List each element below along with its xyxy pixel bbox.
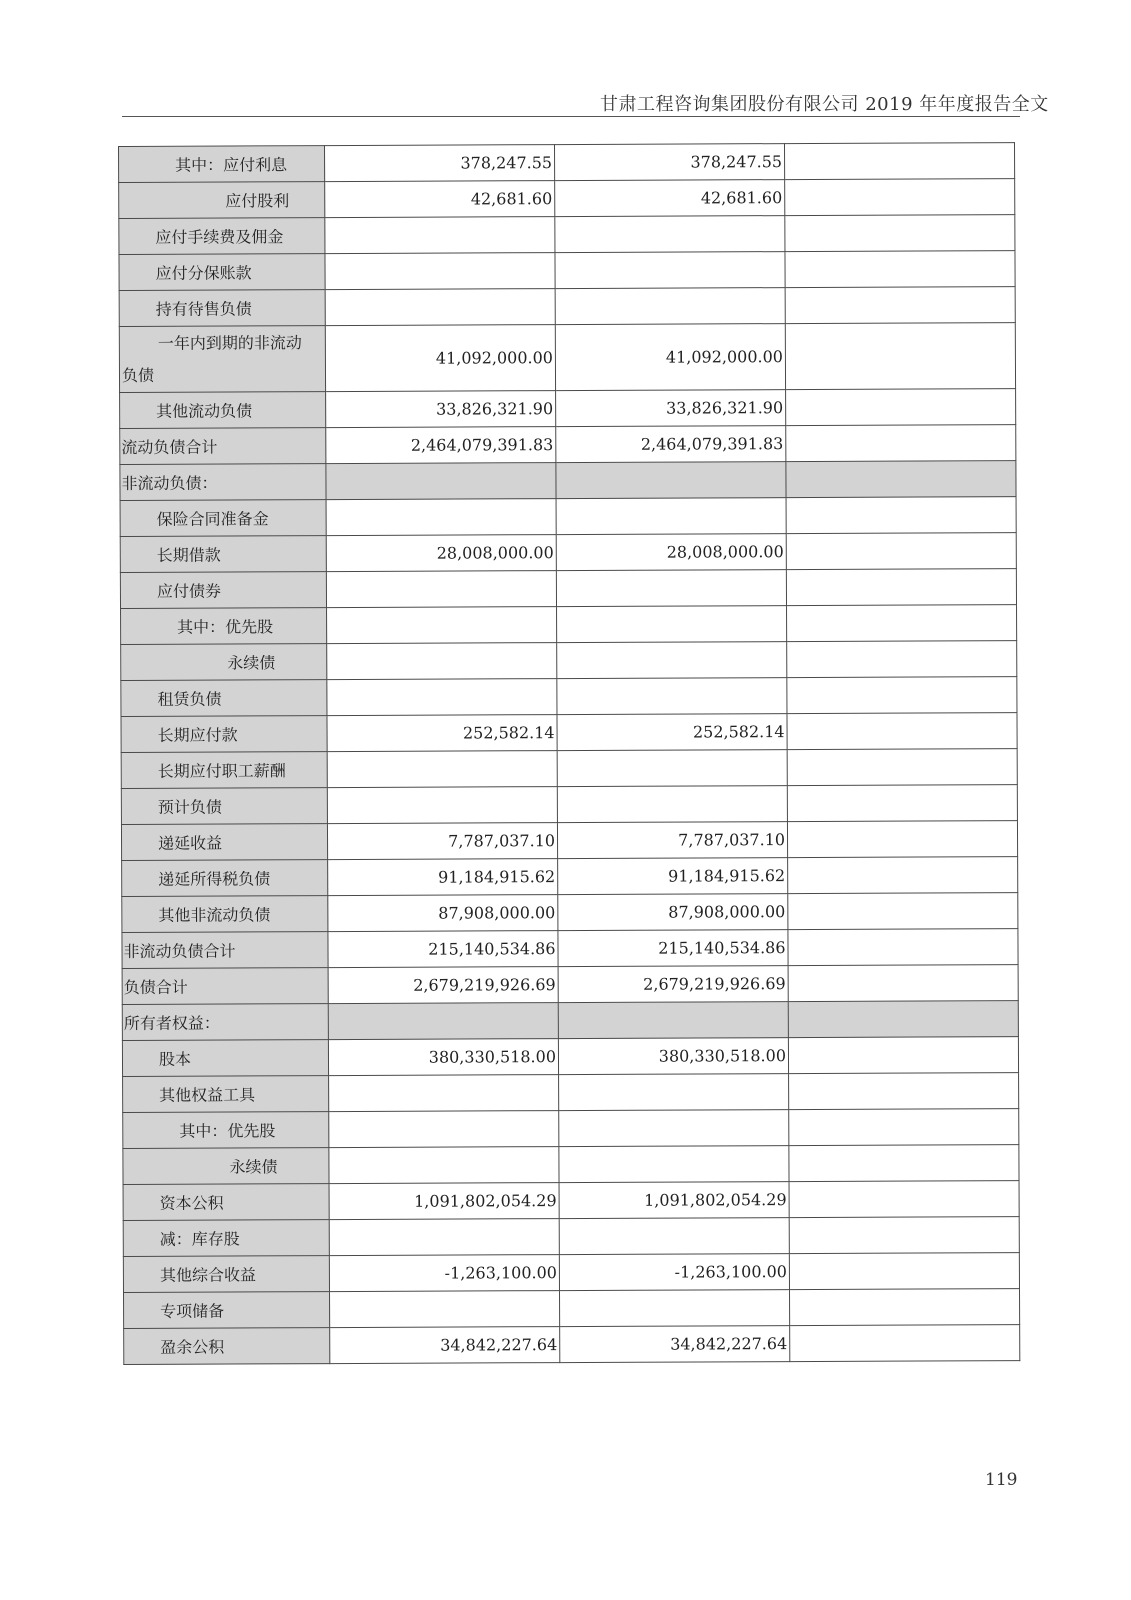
table-row	[124, 1289, 1020, 1329]
value-closing-balance: -1,263,100.00	[329, 1255, 559, 1292]
value-closing-balance: 215,140,534.86	[328, 931, 558, 968]
table-row	[120, 497, 1016, 537]
value-closing-balance	[328, 1003, 558, 1040]
value-closing-balance: 34,842,227.64	[330, 1327, 560, 1364]
value-adjusted-balance: 252,582.14	[557, 714, 787, 751]
table-row	[120, 425, 1016, 465]
table-row	[120, 389, 1016, 429]
value-adjusted-balance: 215,140,534.86	[558, 930, 788, 967]
table-row	[121, 821, 1017, 861]
value-adjusted-balance	[559, 1110, 789, 1147]
value-closing-balance: 28,008,000.00	[326, 535, 556, 572]
row-label: 永续债	[121, 644, 327, 681]
value-adjusted-balance: 380,330,518.00	[558, 1038, 788, 1075]
value-adjusted-balance	[557, 750, 787, 787]
table-row	[123, 1109, 1019, 1149]
value-adjustment	[789, 1181, 1019, 1218]
row-label: 股本	[122, 1040, 328, 1077]
value-closing-balance: 42,681.60	[325, 181, 555, 218]
value-adjusted-balance	[557, 606, 787, 643]
row-label: 其中：优先股	[121, 608, 327, 645]
value-closing-balance	[327, 751, 557, 788]
value-adjusted-balance	[557, 642, 787, 679]
row-label: 应付分保账款	[119, 254, 325, 291]
row-label: 其他综合收益	[123, 1256, 329, 1293]
value-adjusted-balance	[559, 1146, 789, 1183]
row-label: 保险合同准备金	[120, 500, 326, 537]
value-adjusted-balance: 34,842,227.64	[560, 1326, 790, 1363]
value-adjusted-balance: 2,679,219,926.69	[558, 966, 788, 1003]
value-closing-balance	[325, 289, 555, 326]
table-row	[119, 179, 1015, 219]
value-closing-balance	[327, 679, 557, 716]
value-adjustment	[787, 785, 1017, 822]
value-closing-balance: 7,787,037.10	[327, 823, 557, 860]
value-closing-balance: 87,908,000.00	[328, 895, 558, 932]
row-label: 预计负债	[121, 788, 327, 825]
table-row	[119, 251, 1015, 291]
value-closing-balance	[326, 499, 556, 536]
value-adjusted-balance	[556, 570, 786, 607]
value-closing-balance	[330, 1291, 560, 1328]
value-adjusted-balance	[556, 498, 786, 535]
row-label	[119, 326, 325, 393]
value-closing-balance	[326, 463, 556, 500]
value-adjustment	[787, 605, 1017, 642]
value-adjustment	[785, 323, 1015, 390]
row-label: 非流动负债合计	[122, 932, 328, 969]
row-label: 专项储备	[124, 1292, 330, 1329]
row-label: 长期应付职工薪酬	[121, 752, 327, 789]
value-closing-balance	[325, 217, 555, 254]
value-adjustment	[789, 1253, 1019, 1290]
row-label-line2: 负债	[121, 365, 155, 385]
value-closing-balance	[329, 1219, 559, 1256]
row-label: 应付股利	[119, 182, 325, 219]
value-adjusted-balance: 42,681.60	[555, 180, 785, 217]
value-closing-balance: 378,247.55	[325, 145, 555, 182]
value-adjustment	[786, 461, 1016, 498]
table-row	[122, 929, 1018, 969]
row-label: 永续债	[123, 1148, 329, 1185]
value-adjustment	[789, 1109, 1019, 1146]
row-label: 递延所得税负债	[122, 860, 328, 897]
value-adjusted-balance: 28,008,000.00	[556, 534, 786, 571]
value-adjusted-balance: 378,247.55	[554, 144, 784, 181]
value-adjusted-balance	[555, 252, 785, 289]
value-adjustment	[789, 1289, 1019, 1326]
balance-sheet-body	[119, 143, 1020, 1365]
value-closing-balance	[327, 787, 557, 824]
row-label: 应付债券	[120, 572, 326, 609]
row-label: 负债合计	[122, 968, 328, 1005]
row-label-line1: 一年内到期的非流动	[157, 332, 302, 353]
value-adjusted-balance: 87,908,000.00	[558, 894, 788, 931]
row-label: 应付手续费及佣金	[119, 218, 325, 255]
value-adjusted-balance	[559, 1290, 789, 1327]
value-adjusted-balance	[555, 288, 785, 325]
value-closing-balance: 2,464,079,391.83	[326, 427, 556, 464]
value-adjustment	[788, 1001, 1018, 1038]
table-row	[121, 677, 1017, 717]
row-label: 长期借款	[120, 536, 326, 573]
value-adjustment	[785, 251, 1015, 288]
row-label: 递延收益	[121, 824, 327, 861]
value-adjusted-balance	[557, 678, 787, 715]
value-closing-balance	[327, 607, 557, 644]
row-label: 盈余公积	[124, 1328, 330, 1365]
row-label: 其他流动负债	[120, 392, 326, 429]
table-row	[121, 641, 1017, 681]
value-adjusted-balance: 7,787,037.10	[557, 822, 787, 859]
value-adjustment	[789, 1073, 1019, 1110]
table-row	[119, 287, 1015, 327]
value-closing-balance: 1,091,802,054.29	[329, 1183, 559, 1220]
table-row	[123, 1181, 1019, 1221]
table-row	[122, 1001, 1018, 1041]
value-adjustment	[788, 1037, 1018, 1074]
header-rule	[122, 116, 1020, 117]
value-adjustment	[788, 965, 1018, 1002]
value-adjusted-balance	[559, 1074, 789, 1111]
value-adjusted-balance	[557, 786, 787, 823]
value-adjusted-balance	[558, 1002, 788, 1039]
value-closing-balance	[329, 1147, 559, 1184]
value-adjustment	[785, 287, 1015, 324]
value-adjustment	[787, 821, 1017, 858]
row-label: 所有者权益：	[122, 1004, 328, 1041]
value-closing-balance: 2,679,219,926.69	[328, 967, 558, 1004]
row-label: 持有待售负债	[119, 290, 325, 327]
value-closing-balance: 41,092,000.00	[325, 325, 555, 392]
row-label: 其中：应付利息	[119, 146, 325, 183]
value-adjustment	[787, 641, 1017, 678]
page-number: 119	[985, 1470, 1018, 1490]
value-adjustment	[786, 533, 1016, 570]
row-label: 其他非流动负债	[122, 896, 328, 933]
value-adjustment	[789, 1145, 1019, 1182]
value-closing-balance	[329, 1075, 559, 1112]
value-adjusted-balance: 2,464,079,391.83	[556, 426, 786, 463]
table-row	[122, 893, 1018, 933]
table-row	[122, 857, 1018, 897]
report-header-title: 甘肃工程咨询集团股份有限公司 2019 年年度报告全文	[600, 94, 1049, 115]
row-label: 其他权益工具	[123, 1076, 329, 1113]
value-adjusted-balance	[555, 216, 785, 253]
row-label: 非流动负债：	[120, 464, 326, 501]
value-closing-balance	[325, 253, 555, 290]
value-adjustment	[788, 929, 1018, 966]
value-adjustment	[786, 389, 1016, 426]
value-adjustment	[787, 677, 1017, 714]
value-adjustment	[785, 179, 1015, 216]
value-adjusted-balance: 33,826,321.90	[556, 390, 786, 427]
value-closing-balance: 380,330,518.00	[328, 1039, 558, 1076]
table-row	[122, 1037, 1018, 1077]
value-adjustment	[790, 1325, 1020, 1362]
value-closing-balance: 252,582.14	[327, 715, 557, 752]
value-adjustment	[789, 1217, 1019, 1254]
value-adjusted-balance: 91,184,915.62	[558, 858, 788, 895]
table-row	[121, 605, 1017, 645]
table-row	[120, 569, 1016, 609]
table-row	[121, 713, 1017, 753]
table-row	[123, 1253, 1019, 1293]
table-row	[121, 785, 1017, 825]
row-label: 资本公积	[123, 1184, 329, 1221]
row-label: 长期应付款	[121, 716, 327, 753]
table-row	[119, 323, 1015, 393]
value-closing-balance: 91,184,915.62	[328, 859, 558, 896]
value-closing-balance	[327, 643, 557, 680]
table-row	[123, 1145, 1019, 1185]
table-row	[124, 1325, 1020, 1365]
value-adjustment	[786, 569, 1016, 606]
table-row	[122, 965, 1018, 1005]
value-closing-balance	[329, 1111, 559, 1148]
value-adjustment	[786, 497, 1016, 534]
row-label: 租赁负债	[121, 680, 327, 717]
value-adjustment	[786, 425, 1016, 462]
table-row	[119, 143, 1015, 183]
value-adjusted-balance: -1,263,100.00	[559, 1254, 789, 1291]
table-row	[120, 461, 1016, 501]
balance-sheet-table	[118, 142, 1020, 1365]
value-adjustment	[787, 749, 1017, 786]
value-adjustment	[788, 857, 1018, 894]
value-closing-balance	[326, 571, 556, 608]
row-label: 减：库存股	[123, 1220, 329, 1257]
value-closing-balance: 33,826,321.90	[326, 391, 556, 428]
row-label: 其中：优先股	[123, 1112, 329, 1149]
value-adjusted-balance	[556, 462, 786, 499]
value-adjustment	[785, 215, 1015, 252]
value-adjusted-balance	[559, 1218, 789, 1255]
table-row	[121, 749, 1017, 789]
value-adjustment	[787, 713, 1017, 750]
table-row	[120, 533, 1016, 573]
value-adjusted-balance: 41,092,000.00	[555, 324, 785, 391]
value-adjustment	[788, 893, 1018, 930]
table-row	[119, 215, 1015, 255]
table-row	[123, 1073, 1019, 1113]
value-adjustment	[784, 143, 1014, 180]
row-label: 流动负债合计	[120, 428, 326, 465]
value-adjusted-balance: 1,091,802,054.29	[559, 1182, 789, 1219]
table-row	[123, 1217, 1019, 1257]
